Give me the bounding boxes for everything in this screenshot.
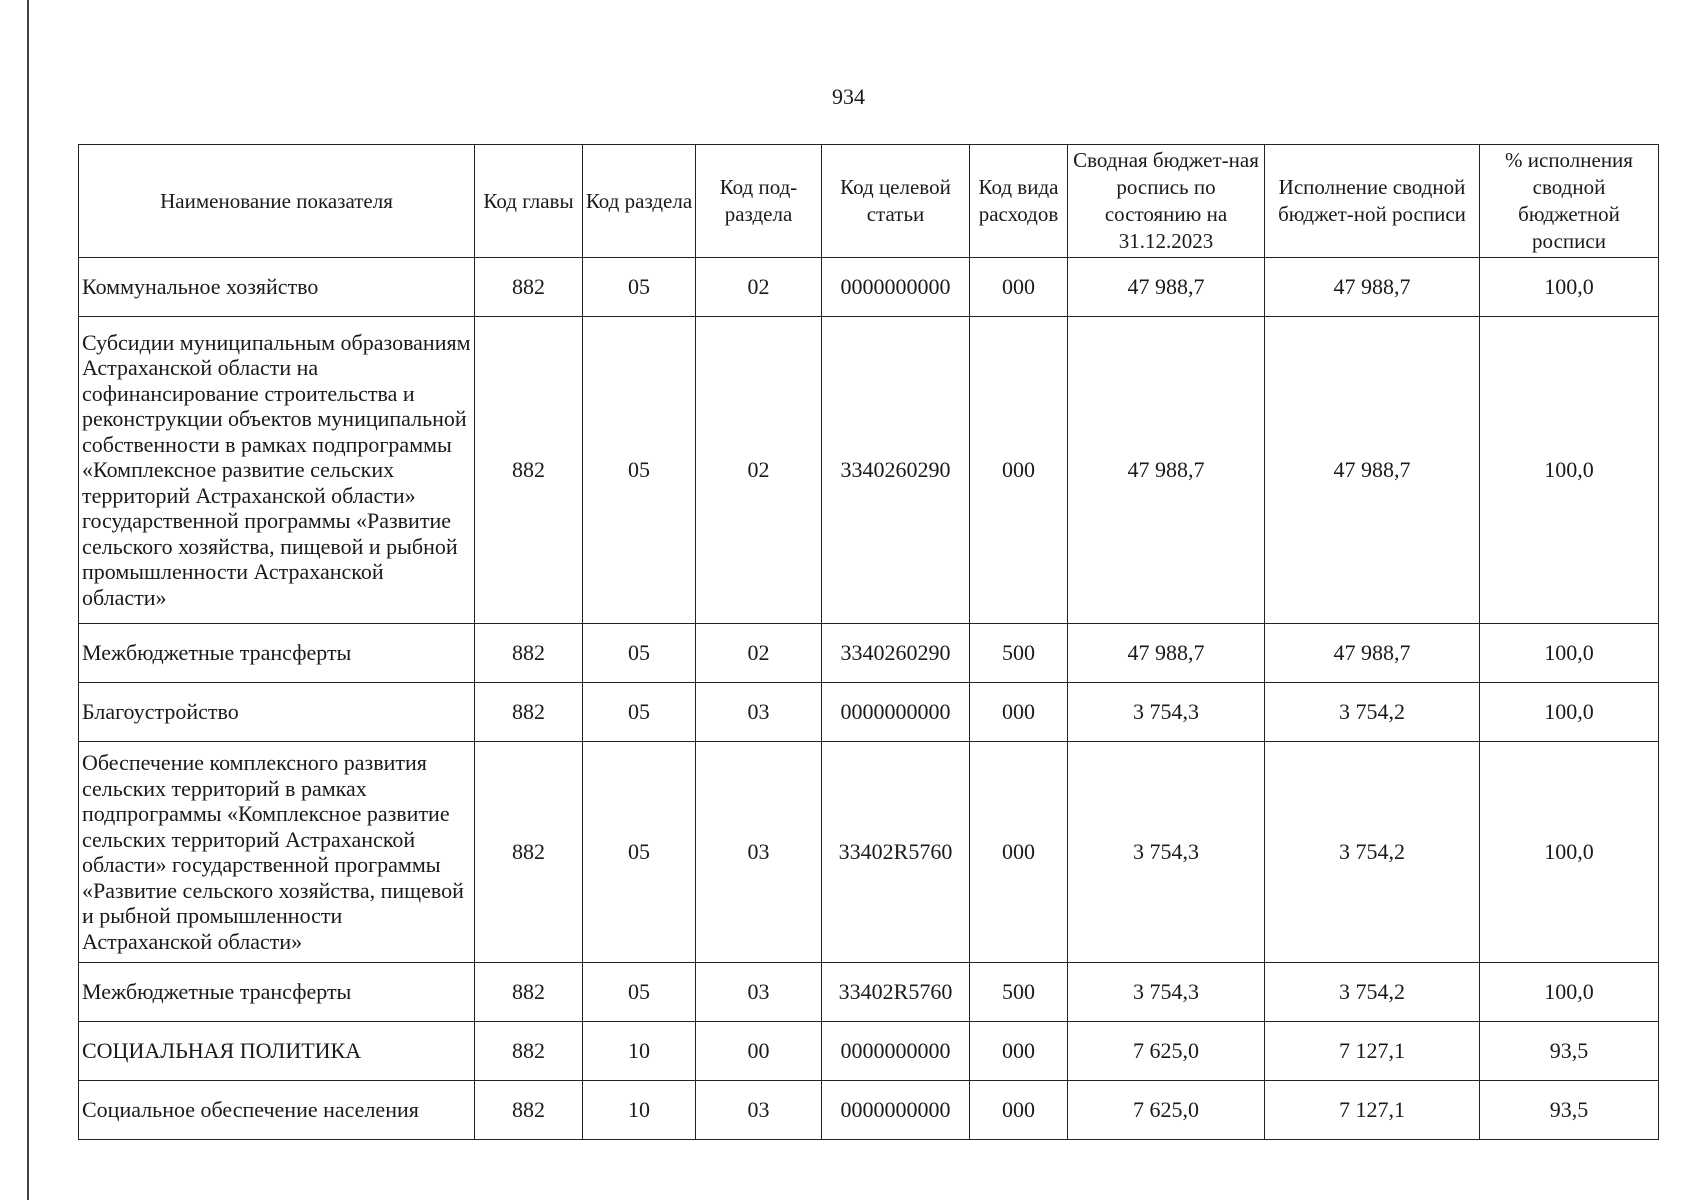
subsection-code-cell: 02 xyxy=(696,258,822,317)
section-code-cell: 10 xyxy=(583,1081,696,1140)
subsection-code-cell: 03 xyxy=(696,963,822,1022)
section-code-cell: 05 xyxy=(583,963,696,1022)
header-execution-percent: % исполнения сводной бюджетной росписи xyxy=(1480,145,1659,258)
indicator-name-cell: Обеспечение комплексного развития сельских территорий в рамках подпрограммы «Комплексное развитие сельских территорий Астраханской области» государственной программы «Развитие сельского хозяйства, пищевой и рыбной промышленности Астраханской области» xyxy=(79,742,475,963)
budget-plan-cell: 47 988,7 xyxy=(1068,258,1265,317)
budget-execution-cell: 3 754,2 xyxy=(1265,742,1480,963)
target-article-code-cell: 33402R5760 xyxy=(822,963,970,1022)
chapter-code-cell: 882 xyxy=(475,1022,583,1081)
subsection-code-cell: 03 xyxy=(696,742,822,963)
chapter-code-cell: 882 xyxy=(475,742,583,963)
header-indicator-name: Наименование показателя xyxy=(79,145,475,258)
execution-percent-cell: 100,0 xyxy=(1480,317,1659,624)
subsection-code-cell: 03 xyxy=(696,683,822,742)
expense-type-code-cell: 000 xyxy=(970,1081,1068,1140)
indicator-name-cell: Благоустройство xyxy=(79,683,475,742)
budget-table xyxy=(78,144,1659,1140)
chapter-code-cell: 882 xyxy=(475,258,583,317)
table-row xyxy=(79,963,1659,1022)
header-chapter-code: Код главы xyxy=(475,145,583,258)
table-row xyxy=(79,624,1659,683)
header-expense-type-code: Код вида расходов xyxy=(970,145,1068,258)
budget-execution-cell: 47 988,7 xyxy=(1265,317,1480,624)
expense-type-code-cell: 000 xyxy=(970,683,1068,742)
expense-type-code-cell: 000 xyxy=(970,258,1068,317)
budget-execution-cell: 7 127,1 xyxy=(1265,1022,1480,1081)
execution-percent-cell: 93,5 xyxy=(1480,1022,1659,1081)
table-header xyxy=(79,145,1659,258)
execution-percent-cell: 93,5 xyxy=(1480,1081,1659,1140)
header-budget-plan: Сводная бюджет-ная роспись по состоянию на 31.12.2023 xyxy=(1068,145,1265,258)
budget-execution-cell: 47 988,7 xyxy=(1265,258,1480,317)
budget-execution-cell: 3 754,2 xyxy=(1265,963,1480,1022)
chapter-code-cell: 882 xyxy=(475,317,583,624)
expense-type-code-cell: 000 xyxy=(970,317,1068,624)
indicator-name-cell: Межбюджетные трансферты xyxy=(79,963,475,1022)
budget-plan-cell: 3 754,3 xyxy=(1068,683,1265,742)
chapter-code-cell: 882 xyxy=(475,683,583,742)
budget-plan-cell: 3 754,3 xyxy=(1068,963,1265,1022)
expense-type-code-cell: 000 xyxy=(970,1022,1068,1081)
expense-type-code-cell: 500 xyxy=(970,963,1068,1022)
subsection-code-cell: 03 xyxy=(696,1081,822,1140)
execution-percent-cell: 100,0 xyxy=(1480,683,1659,742)
indicator-name-cell: Субсидии муниципальным образованиям Астраханской области на софинансирование строительства и реконструкции объектов муниципальной собственности в рамках подпрограммы «Комплексное развитие сельских территорий Астраханской области» государственной программы «Развитие сельского хозяйства, пищевой и рыбной промышленности Астраханской области» xyxy=(79,317,475,624)
budget-plan-cell: 7 625,0 xyxy=(1068,1022,1265,1081)
budget-execution-cell: 3 754,2 xyxy=(1265,683,1480,742)
section-code-cell: 05 xyxy=(583,683,696,742)
indicator-name-cell: Межбюджетные трансферты xyxy=(79,624,475,683)
execution-percent-cell: 100,0 xyxy=(1480,963,1659,1022)
table-row xyxy=(79,317,1659,624)
indicator-name-cell: Коммунальное хозяйство xyxy=(79,258,475,317)
indicator-name-cell: Социальное обеспечение населения xyxy=(79,1081,475,1140)
indicator-name-cell: СОЦИАЛЬНАЯ ПОЛИТИКА xyxy=(79,1022,475,1081)
section-code-cell: 05 xyxy=(583,742,696,963)
page-edge-line xyxy=(27,0,29,1200)
budget-execution-cell: 7 127,1 xyxy=(1265,1081,1480,1140)
table-row xyxy=(79,742,1659,963)
budget-plan-cell: 3 754,3 xyxy=(1068,742,1265,963)
chapter-code-cell: 882 xyxy=(475,963,583,1022)
header-target-article-code: Код целевой статьи xyxy=(822,145,970,258)
target-article-code-cell: 0000000000 xyxy=(822,683,970,742)
header-section-code: Код раздела xyxy=(583,145,696,258)
target-article-code-cell: 33402R5760 xyxy=(822,742,970,963)
chapter-code-cell: 882 xyxy=(475,1081,583,1140)
subsection-code-cell: 00 xyxy=(696,1022,822,1081)
section-code-cell: 05 xyxy=(583,624,696,683)
budget-plan-cell: 47 988,7 xyxy=(1068,624,1265,683)
expense-type-code-cell: 500 xyxy=(970,624,1068,683)
chapter-code-cell: 882 xyxy=(475,624,583,683)
budget-execution-cell: 47 988,7 xyxy=(1265,624,1480,683)
target-article-code-cell: 0000000000 xyxy=(822,258,970,317)
execution-percent-cell: 100,0 xyxy=(1480,624,1659,683)
execution-percent-cell: 100,0 xyxy=(1480,258,1659,317)
target-article-code-cell: 3340260290 xyxy=(822,317,970,624)
expense-type-code-cell: 000 xyxy=(970,742,1068,963)
header-subsection-code: Код под-раздела xyxy=(696,145,822,258)
table-row xyxy=(79,1081,1659,1140)
target-article-code-cell: 0000000000 xyxy=(822,1081,970,1140)
subsection-code-cell: 02 xyxy=(696,317,822,624)
page-number: 934 xyxy=(832,84,865,109)
header-budget-execution: Исполнение сводной бюджет-ной росписи xyxy=(1265,145,1480,258)
section-code-cell: 05 xyxy=(583,258,696,317)
budget-plan-cell: 7 625,0 xyxy=(1068,1081,1265,1140)
subsection-code-cell: 02 xyxy=(696,624,822,683)
target-article-code-cell: 0000000000 xyxy=(822,1022,970,1081)
execution-percent-cell: 100,0 xyxy=(1480,742,1659,963)
section-code-cell: 05 xyxy=(583,317,696,624)
table-body xyxy=(79,258,1659,1140)
section-code-cell: 10 xyxy=(583,1022,696,1081)
table-row xyxy=(79,1022,1659,1081)
budget-plan-cell: 47 988,7 xyxy=(1068,317,1265,624)
table-row xyxy=(79,683,1659,742)
table-row xyxy=(79,258,1659,317)
target-article-code-cell: 3340260290 xyxy=(822,624,970,683)
